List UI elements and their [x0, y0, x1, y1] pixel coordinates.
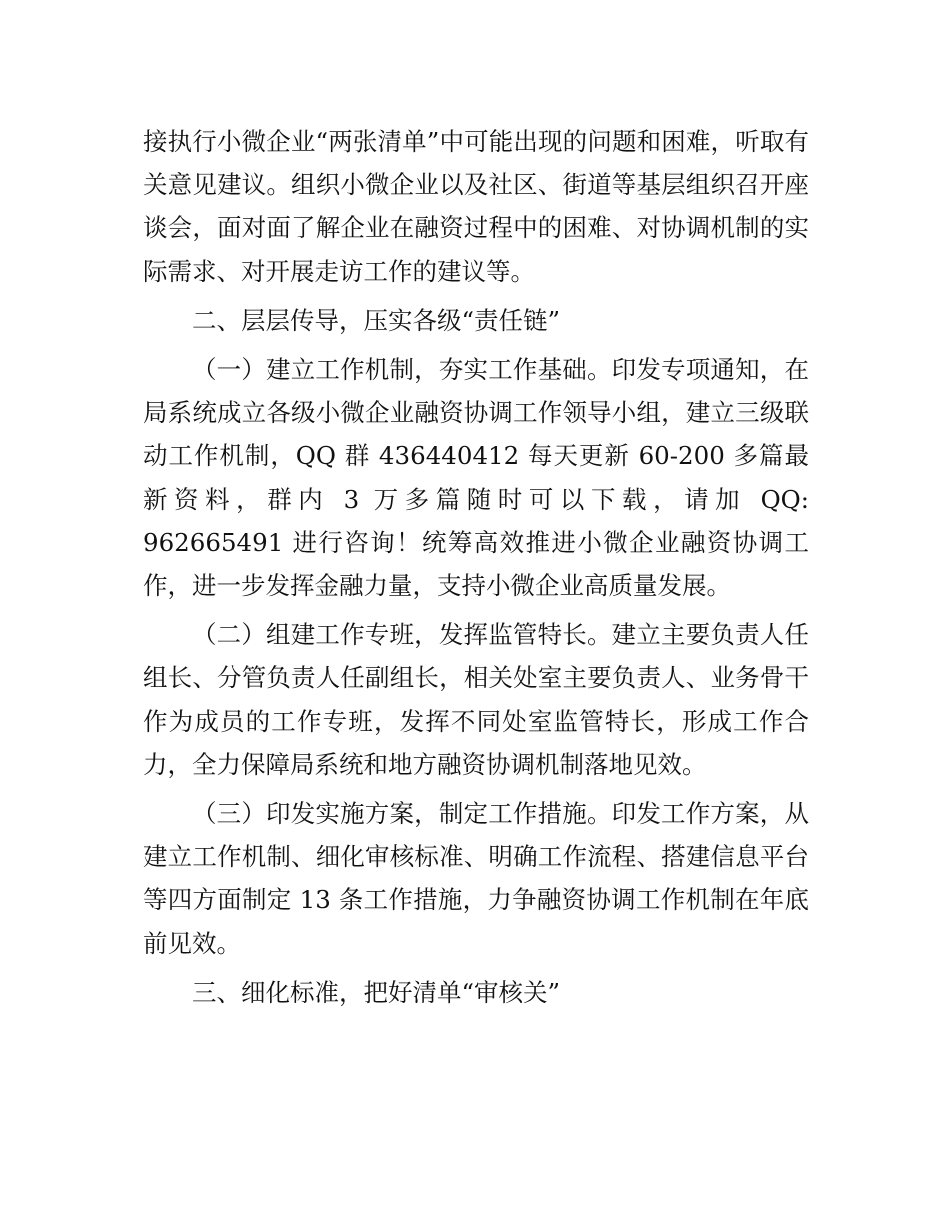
section-heading-3: 三、细化标准，把好清单“审核关”	[192, 977, 561, 1007]
paragraph-continuation: 接执行小微企业“两张清单”中可能出现的问题和困难，听取有关意见建议。组织小微企业以及社区、街道等基层组织召开座谈会，面对面了解企业在融资过程中的困难、对协调机制的实际需求、对开展走访工作的建议等。	[143, 127, 809, 286]
paragraph-2-2: （二）组建工作专班，发挥监管特长。建立主要负责人任组长、分管负责人任副组长，相关处室主要负责人、业务骨干作为成员的工作专班，发挥不同处室监管特长，形成工作合力，全力保障局系统和地方融资协调机制落地见效。	[143, 620, 809, 779]
document-body	[143, 120, 809, 1020]
section-heading-2: 二、层层传导，压实各级“责任链”	[192, 305, 561, 335]
paragraph-2-3: （三）印发实施方案，制定工作措施。印发工作方案，从建立工作机制、细化审核标准、明确工作流程、搭建信息平台等四方面制定 13 条工作措施，力争融资协调工作机制在年底前见效。	[143, 799, 809, 958]
paragraph-2-1: （一）建立工作机制，夯实工作基础。印发专项通知，在局系统成立各级小微企业融资协调工作领导小组，建立三级联动工作机制，QQ 群 436440412 每天更新 60-200 多篇最新资料，群内 3 万多篇随时可以下载，请加 QQ: 962665491 进行咨询！统筹高效推进小微企业融资协调工作，进一步发挥金融力量，支持小微企业高质量发展。	[143, 355, 809, 601]
